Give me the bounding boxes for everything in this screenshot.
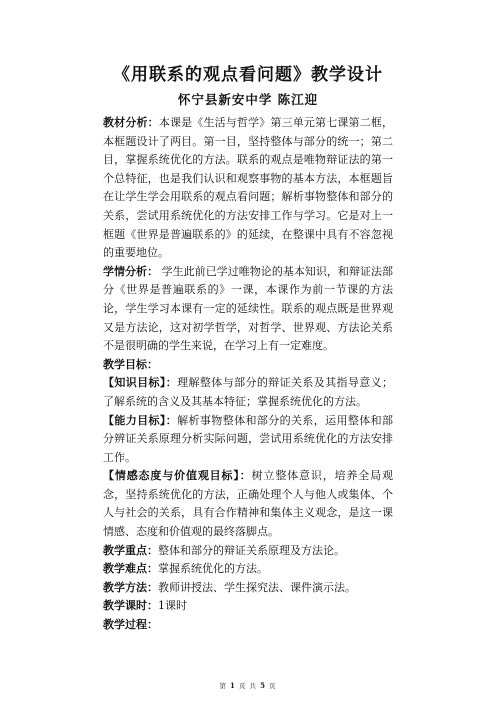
ability-goal-paragraph (103, 412, 393, 468)
key-points-paragraph (103, 542, 393, 561)
methods-text: 教师讲授法、学生探究法、课件演示法。 (158, 580, 356, 594)
footer-middle: 页 共 (235, 682, 261, 690)
key-points-text: 整体和部分的辩证关系原理及方法论。 (158, 543, 345, 557)
teaching-process-label: 教学过程： (103, 618, 158, 632)
knowledge-goal-label: 【知识目标】： (103, 376, 178, 390)
student-analysis-label: 学情分析： (103, 264, 159, 278)
student-analysis-paragraph (103, 263, 393, 356)
ability-goal-text: 解析事物整体和部分的关系，运用整体和部分辨证关系原理分析实际问题，尝试用系统优化的方法安排工作。 (103, 413, 394, 464)
footer-page-number: 1 (230, 681, 236, 690)
student-analysis-text: 学生此前已学过唯物论的基本知识，和辩证法部分《世界是普遍联系的》一课，本课作为前一节课的方法论，学生学习本课有一定的延续性。联系的观点既是世界观又是方法论，这对初学哲学，对哲学、世界观、方法论关系不是很明确的学生来说，在学习上有一定难度。 (103, 264, 394, 353)
document-title: 《用联系的观点看问题》教学设计 (113, 65, 383, 85)
teaching-goals-label: 教学目标： (103, 357, 158, 371)
footer-suffix: 页 (265, 682, 277, 690)
difficulty-label: 教学难点： (103, 562, 158, 576)
author-line: 怀宁县新安中学 陈江迎 (177, 92, 319, 107)
methods-label: 教学方法： (103, 580, 158, 594)
class-hours-text: 1课时 (158, 599, 187, 613)
emotion-goal-paragraph (103, 467, 393, 541)
teaching-process-heading (103, 616, 393, 635)
textbook-analysis-text: 本课是《生活与哲学》第三单元第七课第二框，本框题设计了两目。第一目，坚持整体与部分的统一；第二目，掌握系统优化的方法。联系的观点是唯物辩证法的第一个总特征，也是我们认识和观察事物的基本方法，本框题旨在让学生学会用联系的观点看问题；解析事物整体和部分的关系，尝试用系统优化的方法安排工作与学习。它是对上一框题《世界是普遍联系的》的延续，在整课中具有不容忽视的重要地位。 (103, 116, 394, 260)
emotion-goal-label: 【情感态度与价值观目标】： (103, 469, 252, 483)
knowledge-goal-text: 理解整体与部分的辩证关系及其指导意义；了解系统的含义及其基本特征；掌握系统优化的方法。 (103, 376, 394, 408)
class-hours-paragraph (103, 597, 393, 616)
teaching-goals-heading (103, 356, 393, 375)
textbook-analysis-paragraph (103, 114, 393, 263)
difficulty-text: 掌握系统优化的方法。 (158, 562, 268, 576)
page-footer (0, 681, 496, 690)
document-body (103, 114, 393, 635)
key-points-label: 教学重点： (103, 543, 158, 557)
methods-paragraph (103, 579, 393, 598)
footer-total-pages: 5 (260, 681, 266, 690)
emotion-goal-text: 树立整体意识，培养全局观念，坚持系统优化的方法，正确处理个人与他人或集体、个人与社会的关系，具有合作精神和集体主义观念，是这一课情感、态度和价值观的最终落脚点。 (103, 469, 394, 539)
ability-goal-label: 【能力目标】： (103, 413, 178, 427)
knowledge-goal-paragraph (103, 374, 393, 411)
textbook-analysis-label: 教材分析： (103, 116, 159, 129)
difficulty-paragraph (103, 560, 393, 579)
class-hours-label: 教学课时： (103, 599, 158, 613)
footer-prefix: 第 (219, 682, 231, 690)
